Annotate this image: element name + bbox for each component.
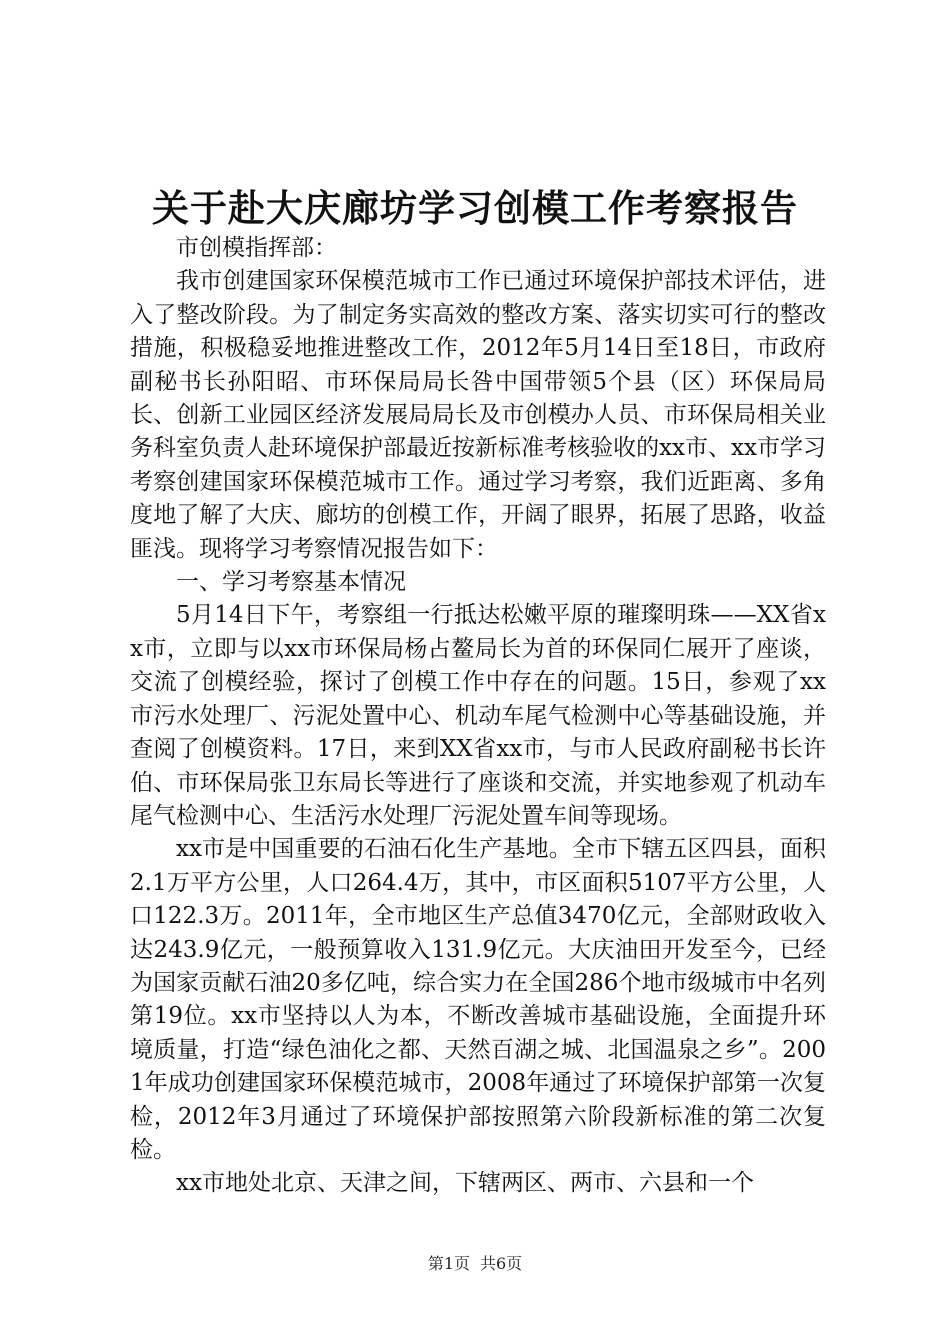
section-paragraph-3: xx市地处北京、天津之间，下辖两区、两市、六县和一个 — [176, 1170, 754, 1197]
section-paragraph-1: 5月14日下午，考察组一行抵达松嫩平原的璀璨明珠——XX省xx市，立即与以xx市环保局杨占鳌局长为首的环保同仁展开了座谈，交流了创模经验，探讨了创模工作中存在的问题。15日，参观了xx市污水处理厂、污泥处置中心、机动车尾气检测中心等基础设施，并查阅了创模资料。17日，来到XX省xx市，与市人民政府副秘书长许伯、市环保局张卫东局长等进行了座谈和交流，并实地参观了机动车尾气检测中心、生活污水处理厂污泥处置车间等现场。 — [130, 602, 826, 829]
salutation: 市创模指挥部： — [176, 235, 337, 261]
section-heading: 一、学习考察基本情况 — [176, 569, 406, 596]
page-footer — [0, 1254, 950, 1274]
document-title: 关于赴大庆廊坊学习创模工作考察报告 — [152, 186, 798, 230]
document-body — [130, 232, 826, 1201]
page-number-total: 共6页 — [480, 1254, 523, 1273]
intro-paragraph: 我市创建国家环保模范城市工作已通过环境保护部技术评估，进入了整改阶段。为了制定务实高效的整改方案、落实切实可行的整改措施，积极稳妥地推进整改工作，2012年5月14日至18日，市政府副秘书长孙阳昭、市环保局局长咎中国带领5个县（区）环保局局长、创新工业园区经济发展局局长及市创模办人员、市环保局相关业务科室负责人赴环境保护部最近按新标准考核验收的xx市、xx市学习考察创建国家环保模范城市工作。通过学习考察，我们近距离、多角度地了解了大庆、廊坊的创模工作，开阔了眼界，拓展了思路，收益匪浅。现将学习考察情况报告如下： — [130, 268, 826, 562]
section-paragraph-2: xx市是中国重要的石油石化生产基地。全市下辖五区四县，面积2.1万平方公里，人口264.4万，其中，市区面积5107平方公里，人口122.3万。2011年，全市地区生产总值3470亿元，全部财政收入达243.9亿元，一般预算收入131.9亿元。大庆油田开发至今，已经为国家贡献石油20多亿吨，综合实力在全国286个地市级城市中名列第19位。xx市坚持以人为本，不断改善城市基础设施，全面提升环境质量，打造“绿色油化之都、天然百湖之城、北国温泉之乡”。2001年成功创建国家环保模范城市，2008年通过了环境保护部第一次复检，2012年3月通过了环境保护部按照第六阶段新标准的第二次复检。 — [130, 836, 826, 1163]
page-number-current: 第1页 — [427, 1254, 470, 1273]
